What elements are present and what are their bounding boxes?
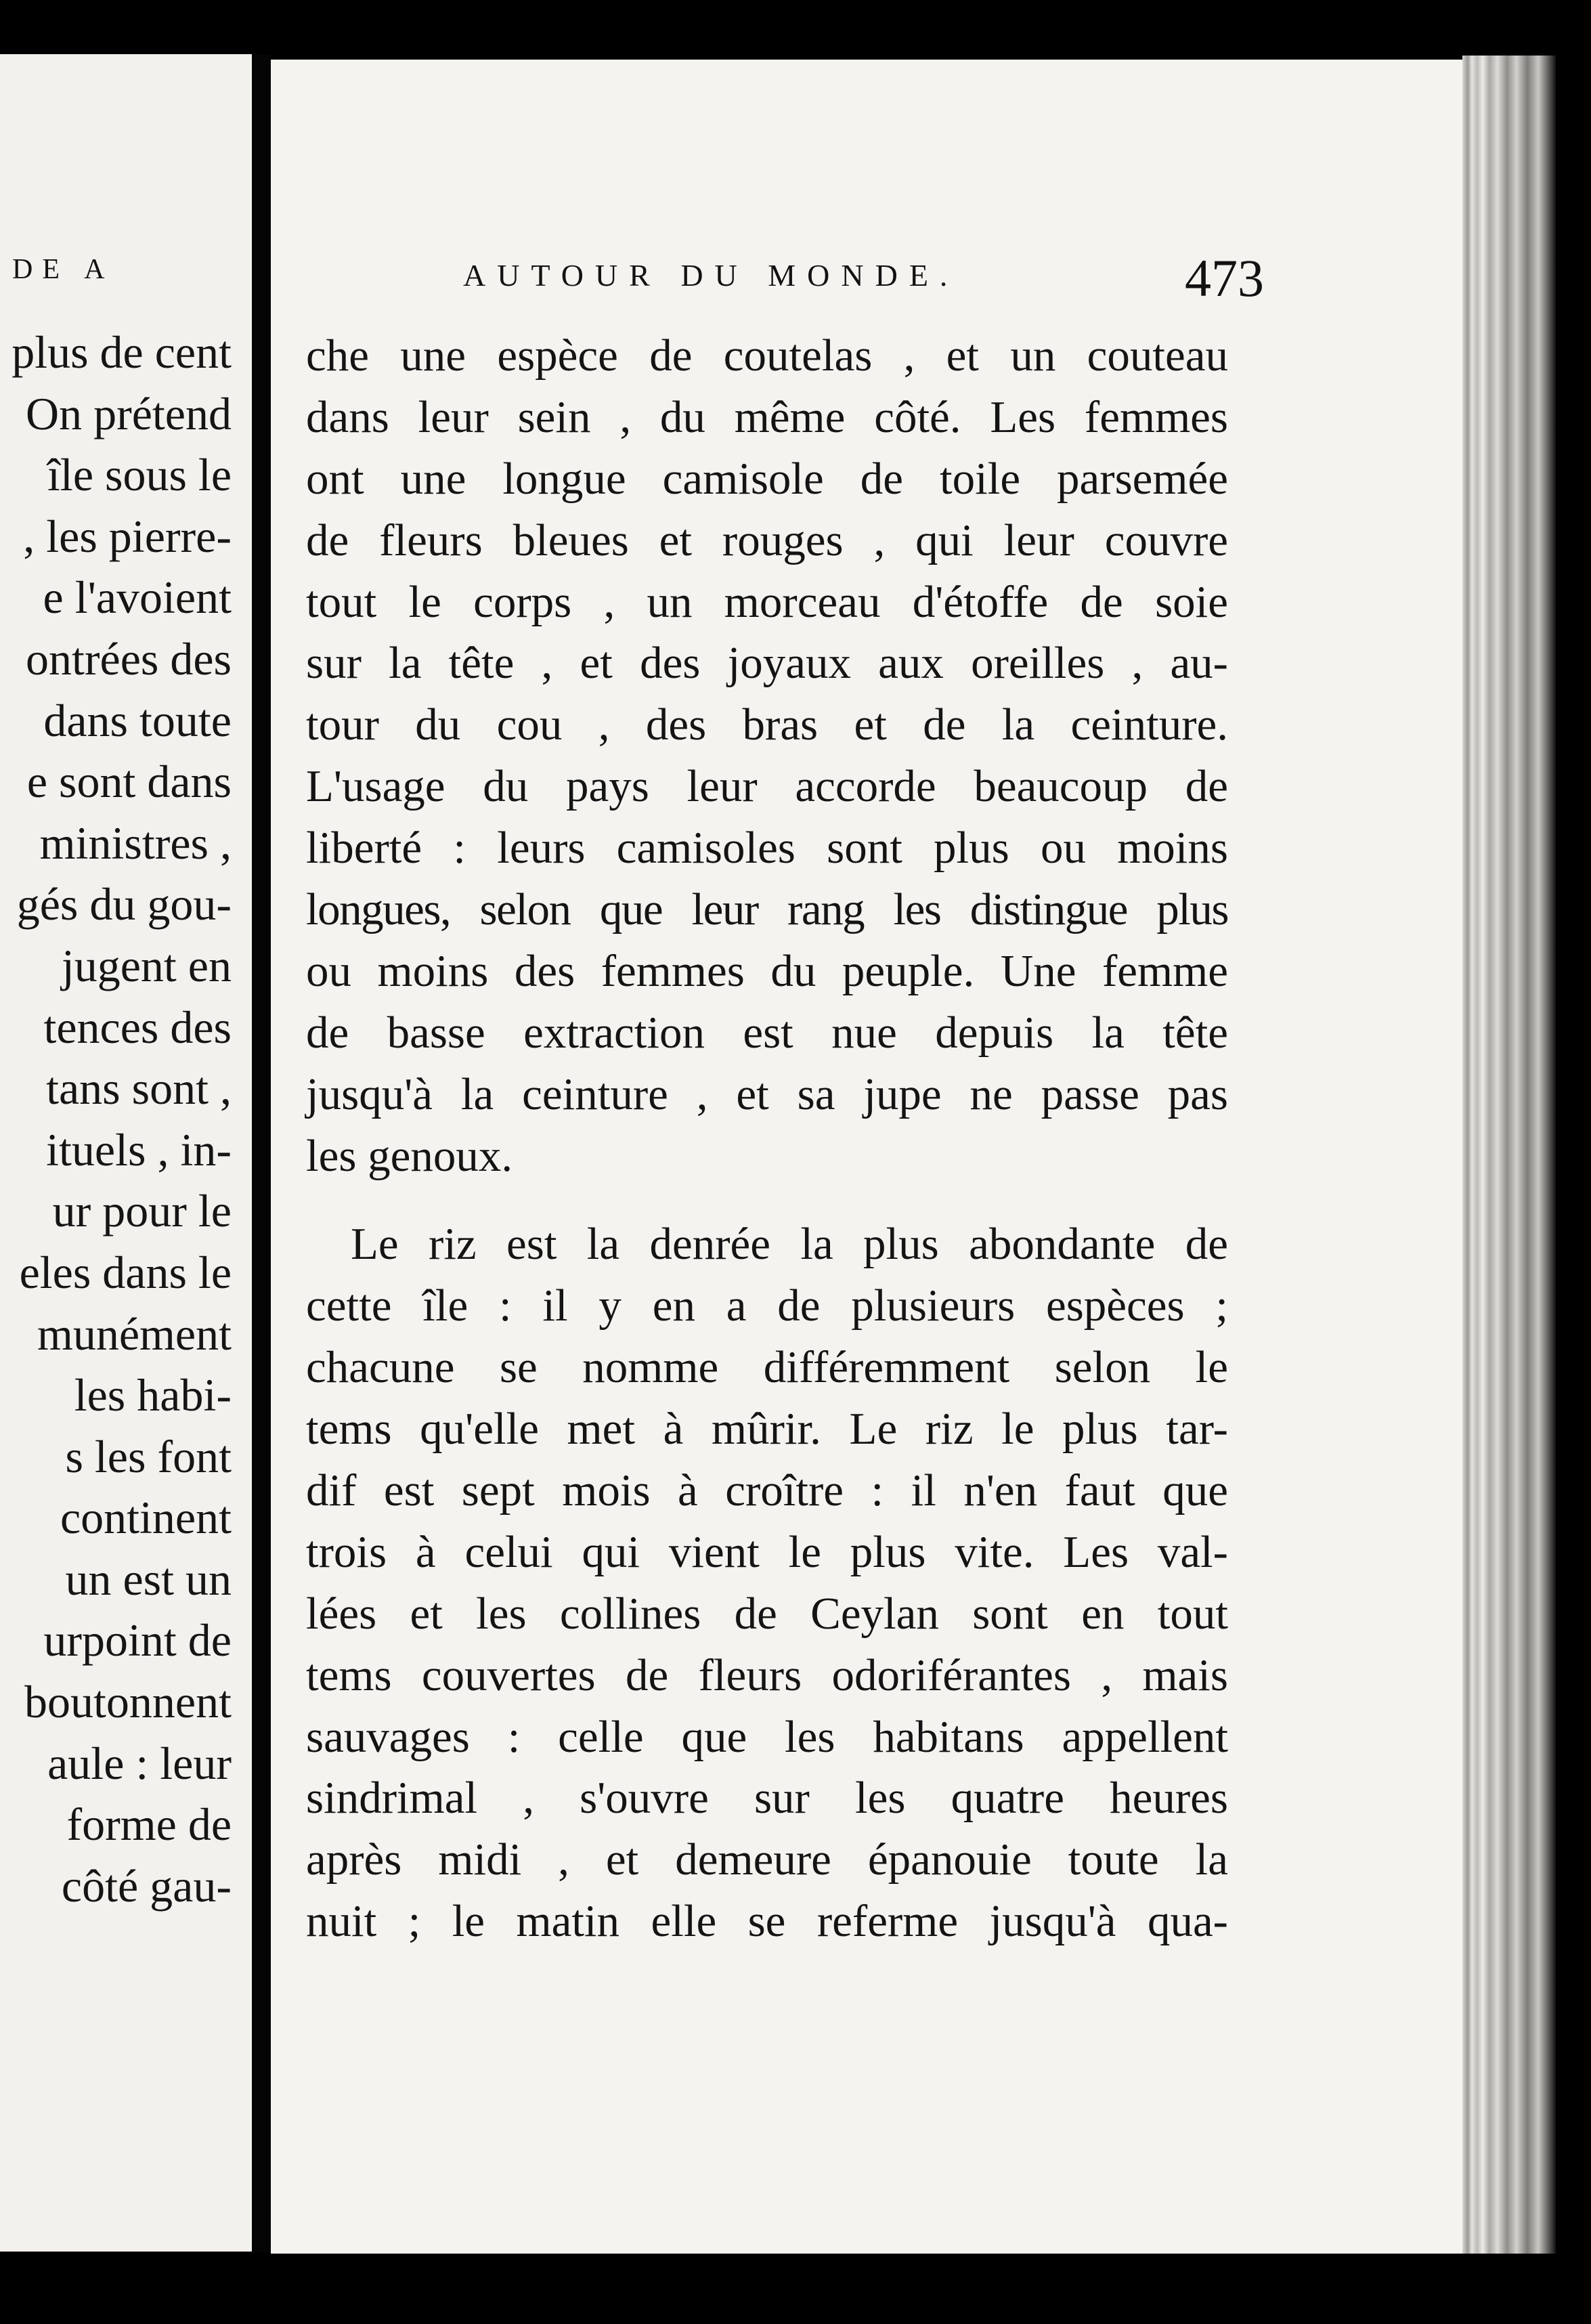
left-text-line: e sont dans <box>26 756 232 808</box>
left-text-line: tans sont , <box>46 1062 232 1115</box>
left-text-line: e l'avoient <box>43 572 232 624</box>
text-line: dans leur sein , du même côté. Les femmes <box>306 391 1228 442</box>
text-line: chacune se nomme différemment selon le <box>306 1342 1228 1393</box>
left-text-line: jugent en <box>61 939 232 991</box>
text-line: sauvages : celle que les habitans appellent <box>306 1711 1228 1762</box>
paragraph-2 <box>306 1213 1228 1952</box>
text-line: jusqu'à la ceinture , et sa jupe ne passe pas <box>306 1069 1228 1119</box>
left-running-head: DE A <box>12 254 114 285</box>
left-facing-page <box>0 54 252 2252</box>
text-line: liberté : leurs camisoles sont plus ou moins <box>306 823 1228 874</box>
text-line: dif est sept mois à croître : il n'en faut que <box>306 1465 1228 1516</box>
book-gutter <box>252 54 271 2252</box>
left-text-line: un est un <box>65 1553 232 1605</box>
paragraph-gap <box>306 1186 1228 1213</box>
right-page <box>271 60 1462 2254</box>
left-text-line: côté gau- <box>61 1859 232 1912</box>
text-line: che une espèce de coutelas , et un couteau <box>306 330 1228 381</box>
text-line: longues, selon que leur rang les distingue plus <box>306 884 1228 935</box>
left-text-line: aule : leur <box>47 1737 232 1789</box>
left-page-text <box>0 322 232 1916</box>
left-text-line: tences des <box>43 1001 232 1053</box>
left-text-line: On prétend <box>25 387 232 439</box>
text-line: de fleurs bleues et rouges , qui leur couvre <box>306 515 1228 565</box>
text-line: lées et les collines de Ceylan sont en tout <box>306 1588 1228 1639</box>
text-line: ou moins des femmes du peuple. Une femme <box>306 945 1228 996</box>
left-text-line: plus de cent <box>12 326 232 378</box>
text-line: tems couvertes de fleurs odoriférantes , mais <box>306 1650 1228 1700</box>
left-text-line: ontrées des <box>25 632 232 685</box>
left-text-line: ur pour le <box>52 1185 232 1237</box>
paragraph-1 <box>306 325 1228 1186</box>
running-title: AUTOUR DU MONDE. <box>463 258 959 293</box>
left-text-line: dans toute <box>43 694 232 746</box>
text-line: de basse extraction est nue depuis la tête <box>306 1007 1228 1058</box>
text-line: nuit ; le matin elle se referme jusqu'à qua- <box>306 1896 1228 1947</box>
text-line: cette île : il y en a de plusieurs espèces ; <box>306 1281 1228 1331</box>
text-line: après midi , et demeure épanouie toute la <box>306 1834 1228 1885</box>
body-text <box>306 325 1228 1952</box>
left-text-line: forme de <box>66 1799 232 1851</box>
text-line: les genoux. <box>306 1130 513 1181</box>
left-text-line: urpoint de <box>43 1614 232 1666</box>
left-text-line: , les pierre- <box>23 510 232 562</box>
page-edges <box>1462 56 1556 2254</box>
page-number: 473 <box>1185 249 1264 307</box>
left-text-line: ituels , in- <box>46 1123 232 1176</box>
text-line: tout le corps , un morceau d'étoffe de soie <box>306 576 1228 627</box>
running-head <box>271 248 1462 309</box>
text-line: ont une longue camisole de toile parsemée <box>306 453 1228 504</box>
left-text-line: ministres , <box>39 817 232 869</box>
left-text-line: les habi- <box>74 1369 232 1421</box>
text-line: sindrimal , s'ouvre sur les quatre heures <box>306 1773 1228 1824</box>
text-line: tems qu'elle met à mûrir. Le riz le plus tar- <box>306 1404 1228 1455</box>
text-line: trois à celui qui vient le plus vite. Les val- <box>306 1526 1228 1577</box>
left-text-line: munément <box>37 1308 232 1360</box>
text-line: sur la tête , et des joyaux aux oreilles , au- <box>306 638 1228 689</box>
left-text-line: boutonnent <box>24 1676 232 1728</box>
text-line: L'usage du pays leur accorde beaucoup de <box>306 761 1228 812</box>
text-line: Le riz est la denrée la plus abondante de <box>351 1219 1228 1270</box>
left-text-line: île sous le <box>47 449 232 501</box>
left-text-line: continent <box>60 1492 232 1544</box>
left-text-line: gés du gou- <box>16 878 232 930</box>
text-line: tour du cou , des bras et de la ceinture. <box>306 700 1228 750</box>
left-text-line: eles dans le <box>19 1246 232 1298</box>
left-text-line: s les font <box>65 1430 232 1482</box>
